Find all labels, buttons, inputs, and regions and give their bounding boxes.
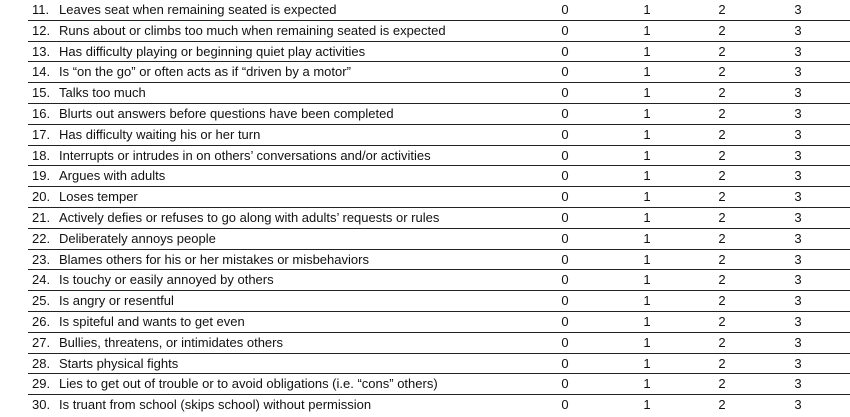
score-option-3[interactable]: 3 (794, 397, 802, 413)
item-number: 27. (32, 334, 51, 350)
score-option-0[interactable]: 0 (561, 272, 569, 288)
table-row (28, 291, 850, 312)
item-text: Is “on the go” or often acts as if “driven by a motor” (59, 64, 351, 80)
score-option-0[interactable]: 0 (561, 22, 569, 38)
score-option-2[interactable]: 2 (718, 230, 726, 246)
score-option-1[interactable]: 1 (643, 189, 651, 205)
score-option-0[interactable]: 0 (561, 376, 569, 392)
item-text: Bullies, threatens, or intimidates others (59, 334, 283, 350)
score-option-1[interactable]: 1 (643, 147, 651, 163)
item-text: Starts physical fights (59, 355, 179, 371)
score-option-1[interactable]: 1 (643, 64, 651, 80)
rating-scale-table (28, 0, 850, 416)
item-text: Deliberately annoys people (59, 230, 216, 246)
score-option-2[interactable]: 2 (718, 313, 726, 329)
score-option-3[interactable]: 3 (794, 293, 802, 309)
score-option-2[interactable]: 2 (718, 293, 726, 309)
table-row (28, 270, 850, 291)
score-option-2[interactable]: 2 (718, 189, 726, 205)
score-option-1[interactable]: 1 (643, 376, 651, 392)
score-option-2[interactable]: 2 (718, 272, 726, 288)
score-option-1[interactable]: 1 (643, 230, 651, 246)
score-option-2[interactable]: 2 (718, 397, 726, 413)
score-option-0[interactable]: 0 (561, 293, 569, 309)
item-number: 26. (32, 313, 51, 329)
score-option-3[interactable]: 3 (794, 85, 802, 101)
item-text: Blames others for his or her mistakes or misbehaviors (59, 251, 369, 267)
score-option-3[interactable]: 3 (794, 147, 802, 163)
item-number: 13. (32, 43, 51, 59)
item-number: 17. (32, 126, 51, 142)
table-row (28, 312, 850, 333)
item-text: Blurts out answers before questions have been completed (59, 105, 394, 121)
score-option-3[interactable]: 3 (794, 251, 802, 267)
item-text: Loses temper (59, 189, 138, 205)
score-option-1[interactable]: 1 (643, 85, 651, 101)
score-option-3[interactable]: 3 (794, 168, 802, 184)
score-option-3[interactable]: 3 (794, 126, 802, 142)
item-number: 28. (32, 355, 51, 371)
score-option-2[interactable]: 2 (718, 22, 726, 38)
item-number: 24. (32, 272, 51, 288)
table-row (28, 333, 850, 354)
item-number: 14. (32, 64, 51, 80)
item-number: 20. (32, 189, 51, 205)
score-option-0[interactable]: 0 (561, 85, 569, 101)
score-option-1[interactable]: 1 (643, 43, 651, 59)
score-option-1[interactable]: 1 (643, 209, 651, 225)
item-number: 29. (32, 376, 51, 392)
score-option-0[interactable]: 0 (561, 168, 569, 184)
table-row (28, 166, 850, 187)
item-number: 30. (32, 397, 51, 413)
item-number: 16. (32, 105, 51, 121)
table-row (28, 187, 850, 208)
score-option-1[interactable]: 1 (643, 22, 651, 38)
item-text: Is touchy or easily annoyed by others (59, 272, 274, 288)
score-option-0[interactable]: 0 (561, 189, 569, 205)
score-option-0[interactable]: 0 (561, 64, 569, 80)
item-text: Actively defies or refuses to go along with adults’ requests or rules (59, 209, 440, 225)
score-option-2[interactable]: 2 (718, 376, 726, 392)
score-option-2[interactable]: 2 (718, 43, 726, 59)
item-text: Talks too much (59, 85, 146, 101)
score-option-0[interactable]: 0 (561, 355, 569, 371)
item-number: 25. (32, 293, 51, 309)
item-text: Interrupts or intrudes in on others’ conversations and/or activities (59, 147, 431, 163)
table-row (28, 21, 850, 42)
score-option-1[interactable]: 1 (643, 105, 651, 121)
item-text: Is spiteful and wants to get even (59, 313, 245, 329)
score-option-2[interactable]: 2 (718, 355, 726, 371)
table-row (28, 104, 850, 125)
score-option-2[interactable]: 2 (718, 147, 726, 163)
score-option-0[interactable]: 0 (561, 43, 569, 59)
score-option-1[interactable]: 1 (643, 355, 651, 371)
score-option-2[interactable]: 2 (718, 105, 726, 121)
item-text: Runs about or climbs too much when remaining seated is expected (59, 22, 446, 38)
score-option-3[interactable]: 3 (794, 43, 802, 59)
score-option-1[interactable]: 1 (643, 272, 651, 288)
table-row (28, 354, 850, 375)
score-option-0[interactable]: 0 (561, 2, 569, 17)
table-row (28, 83, 850, 104)
table-row (28, 229, 850, 250)
item-text: Is angry or resentful (59, 293, 174, 309)
score-option-2[interactable]: 2 (718, 85, 726, 101)
item-number: 18. (32, 147, 51, 163)
table-row (28, 125, 850, 146)
table-row (28, 62, 850, 83)
score-option-3[interactable]: 3 (794, 22, 802, 38)
score-option-1[interactable]: 1 (643, 126, 651, 142)
score-option-3[interactable]: 3 (794, 105, 802, 121)
score-option-2[interactable]: 2 (718, 251, 726, 267)
item-text: Argues with adults (59, 168, 166, 184)
item-number: 15. (32, 85, 51, 101)
score-option-3[interactable]: 3 (794, 64, 802, 80)
item-text: Is truant from school (skips school) without permission (59, 397, 372, 413)
score-option-2[interactable]: 2 (718, 64, 726, 80)
score-option-0[interactable]: 0 (561, 147, 569, 163)
score-option-2[interactable]: 2 (718, 334, 726, 350)
score-option-1[interactable]: 1 (643, 397, 651, 413)
item-number: 23. (32, 251, 51, 267)
item-text: Has difficulty waiting his or her turn (59, 126, 261, 142)
score-option-0[interactable]: 0 (561, 334, 569, 350)
score-option-2[interactable]: 2 (718, 209, 726, 225)
score-option-3[interactable]: 3 (794, 376, 802, 392)
table-row (28, 0, 850, 21)
score-option-0[interactable]: 0 (561, 397, 569, 413)
item-number: 19. (32, 168, 51, 184)
score-option-3[interactable]: 3 (794, 313, 802, 329)
table-row (28, 374, 850, 395)
item-number: 12. (32, 22, 51, 38)
score-option-3[interactable]: 3 (794, 2, 802, 17)
table-row (28, 42, 850, 63)
score-option-3[interactable]: 3 (794, 209, 802, 225)
score-option-1[interactable]: 1 (643, 251, 651, 267)
score-option-0[interactable]: 0 (561, 230, 569, 246)
table-row (28, 395, 850, 416)
score-option-1[interactable]: 1 (643, 293, 651, 309)
score-option-1[interactable]: 1 (643, 334, 651, 350)
score-option-1[interactable]: 1 (643, 168, 651, 184)
score-option-0[interactable]: 0 (561, 105, 569, 121)
score-option-3[interactable]: 3 (794, 355, 802, 371)
table-row (28, 208, 850, 229)
item-text: Has difficulty playing or beginning quiet play activities (59, 43, 366, 59)
table-row (28, 146, 850, 167)
score-option-1[interactable]: 1 (643, 2, 651, 17)
score-option-0[interactable]: 0 (561, 251, 569, 267)
score-option-2[interactable]: 2 (718, 126, 726, 142)
score-option-0[interactable]: 0 (561, 126, 569, 142)
score-option-3[interactable]: 3 (794, 189, 802, 205)
score-option-2[interactable]: 2 (718, 2, 726, 17)
score-option-3[interactable]: 3 (794, 230, 802, 246)
score-option-3[interactable]: 3 (794, 272, 802, 288)
item-number: 21. (32, 209, 51, 225)
item-text: Lies to get out of trouble or to avoid obligations (i.e. “cons” others) (59, 376, 438, 392)
table-row (28, 250, 850, 271)
score-option-1[interactable]: 1 (643, 313, 651, 329)
item-text: Leaves seat when remaining seated is expected (59, 2, 337, 17)
item-number: 11. (32, 2, 50, 17)
score-option-2[interactable]: 2 (718, 168, 726, 184)
score-option-0[interactable]: 0 (561, 209, 569, 225)
item-number: 22. (32, 230, 51, 246)
score-option-0[interactable]: 0 (561, 313, 569, 329)
score-option-3[interactable]: 3 (794, 334, 802, 350)
